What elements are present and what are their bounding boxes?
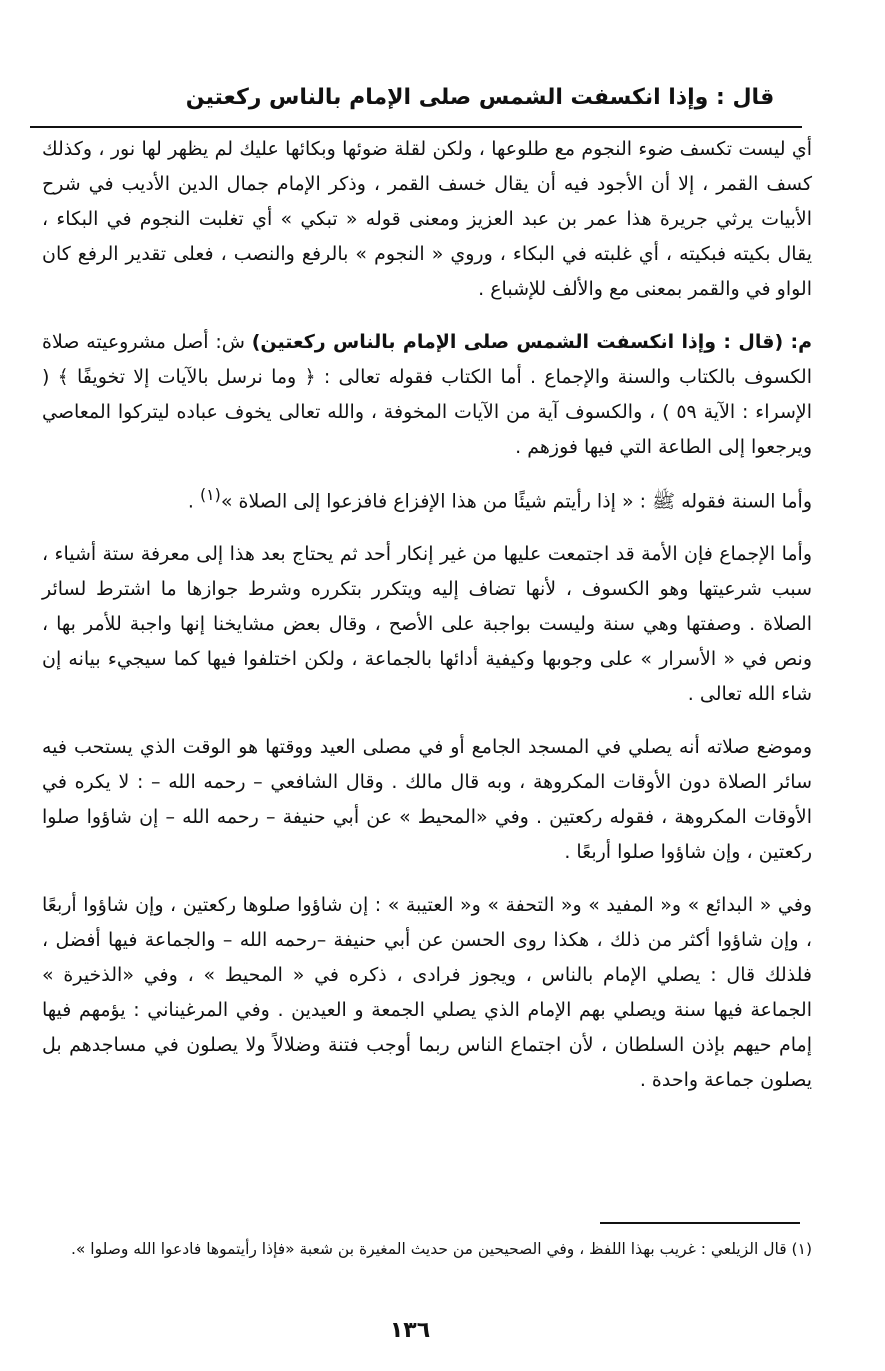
commentary-text: ش: أصل مشروعيته صلاة الكسوف بالكتاب والسنة والإجماع . أما الكتاب فقوله تعالى : ﴿ وما نرسل بالآيات إلا تخويفًا ﴾ ( الإسراء : الآية ٥٩ ) ، والكسوف آية من الآيات المخوفة ، والله تعالى يخوف عباده ليتركوا المعاصي ويرجعوا إلى الطاعة التي فيها فوزهم . [42,331,812,458]
hadith-text: وأما السنة فقوله ﷺ : « إذا رأيتم شيئًا من هذا الإفزاع فافزعوا إلى الصلاة » [220,490,812,513]
page-number: ١٣٦ [389,1318,431,1343]
footnote: (١) قال الزيلعي : غريب بهذا اللفظ ، وفي الصحيحين من حديث المغيرة بن شعبة «فإذا رأيتموها فادعوا الله وصلوا ». [70,1240,812,1258]
paragraph [42,325,812,465]
footnote-divider [600,1222,800,1224]
paragraph: وموضع صلاته أنه يصلي في المسجد الجامع أو في مصلى العيد ووقتها هو الوقت الذي يستحب فيه سائر الصلاة دون الأوقات المكروهة ، وبه قال مالك . وقال الشافعي – رحمه الله – : لا يكره في الأوقات المكروهة ، فقوله ركعتين . وفي «المحيط » عن أبي حنيفة – رحمه الله – إن شاؤوا صلوا ركعتين ، وإن شاؤوا صلوا أربعًا . [42,736,812,864]
paragraph: وأما الإجماع فإن الأمة قد اجتمعت عليها من غير إنكار أحد ثم يحتاج بعد هذا إلى معرفة ستة أشياء ، سبب شرعيتها وهو الكسوف ، لأنها تضاف إليه ويتكرر بتكرره وشرط جوازها ما اشترط لسائر الصلاة . وصفتها وهي سنة وليست بواجبة على الأصح ، وقال بعض مشايخنا إنها واجبة للأمر بها ، ونص في « الأسرار » على وجوبها وكيفية أدائها بالجماعة ، ولكن اختلفوا فيها كما سيجيء بيانه إن شاء الله تعالى . [42,543,812,706]
matn-quote: م: (قال : وإذا انكسفت الشمس صلى الإمام بالناس ركعتين) [251,331,812,353]
main-text [42,132,812,1098]
paragraph: وأما السنة فقوله ﷺ : « إذا رأيتم شيئًا من هذا الإفزاع فافزعوا إلى الصلاة »$^{(١)}$ . [187,485,812,513]
running-header: قال : وإذا انكسفت الشمس صلى الإمام بالناس ركعتين [185,85,775,110]
footnote-ref: (١) [199,485,221,504]
paragraph: وفي « البدائع » و« المفيد » و« التحفة » و« العتيبة » : إن شاؤوا صلوها ركعتين ، وإن شاؤوا أربعًا ، وإن شاؤوا أكثر من ذلك ، هكذا روى الحسن عن أبي حنيفة –رحمه الله – والجماعة فيها أفضل ، فلذلك قال : يصلي الإمام بالناس ، ويجوز فرادى ، ذكره في « المحيط » ، وفي «الذخيرة » الجماعة فيها سنة ويصلي بهم الإمام الذي يصلي الجمعة و العيدين . وفي المرغيناني : يؤمهم فيها إمام حيهم بإذن السلطان ، لأن اجتماع الناس ربما أوجب فتنة وضلالاً ولا يصلون في مساجدهم بل يصلون جماعة واحدة . [42,894,812,1092]
header-divider [30,126,802,128]
paragraph: أي ليست تكسف ضوء النجوم مع طلوعها ، ولكن لقلة ضوئها وبكائها عليك لم يظهر لها نور ، وكذلك كسف القمر ، إلا أن الأجود فيه أن يقال خسف القمر ، وذكر الإمام جمال الدين الأديب في شرح الأبيات يرثي جريرة هذا عمر بن عبد العزيز ومعنى قوله « تبكي » أي تغلبت النجوم في البكاء ، يقال بكيته فبكيته ، أي غلبته في البكاء ، وروي « النجوم » بالرفع والنصب ، فعلى تقدير الرفع كان الواو في والقمر بمعنى مع والألف للإشباع . [42,138,812,300]
